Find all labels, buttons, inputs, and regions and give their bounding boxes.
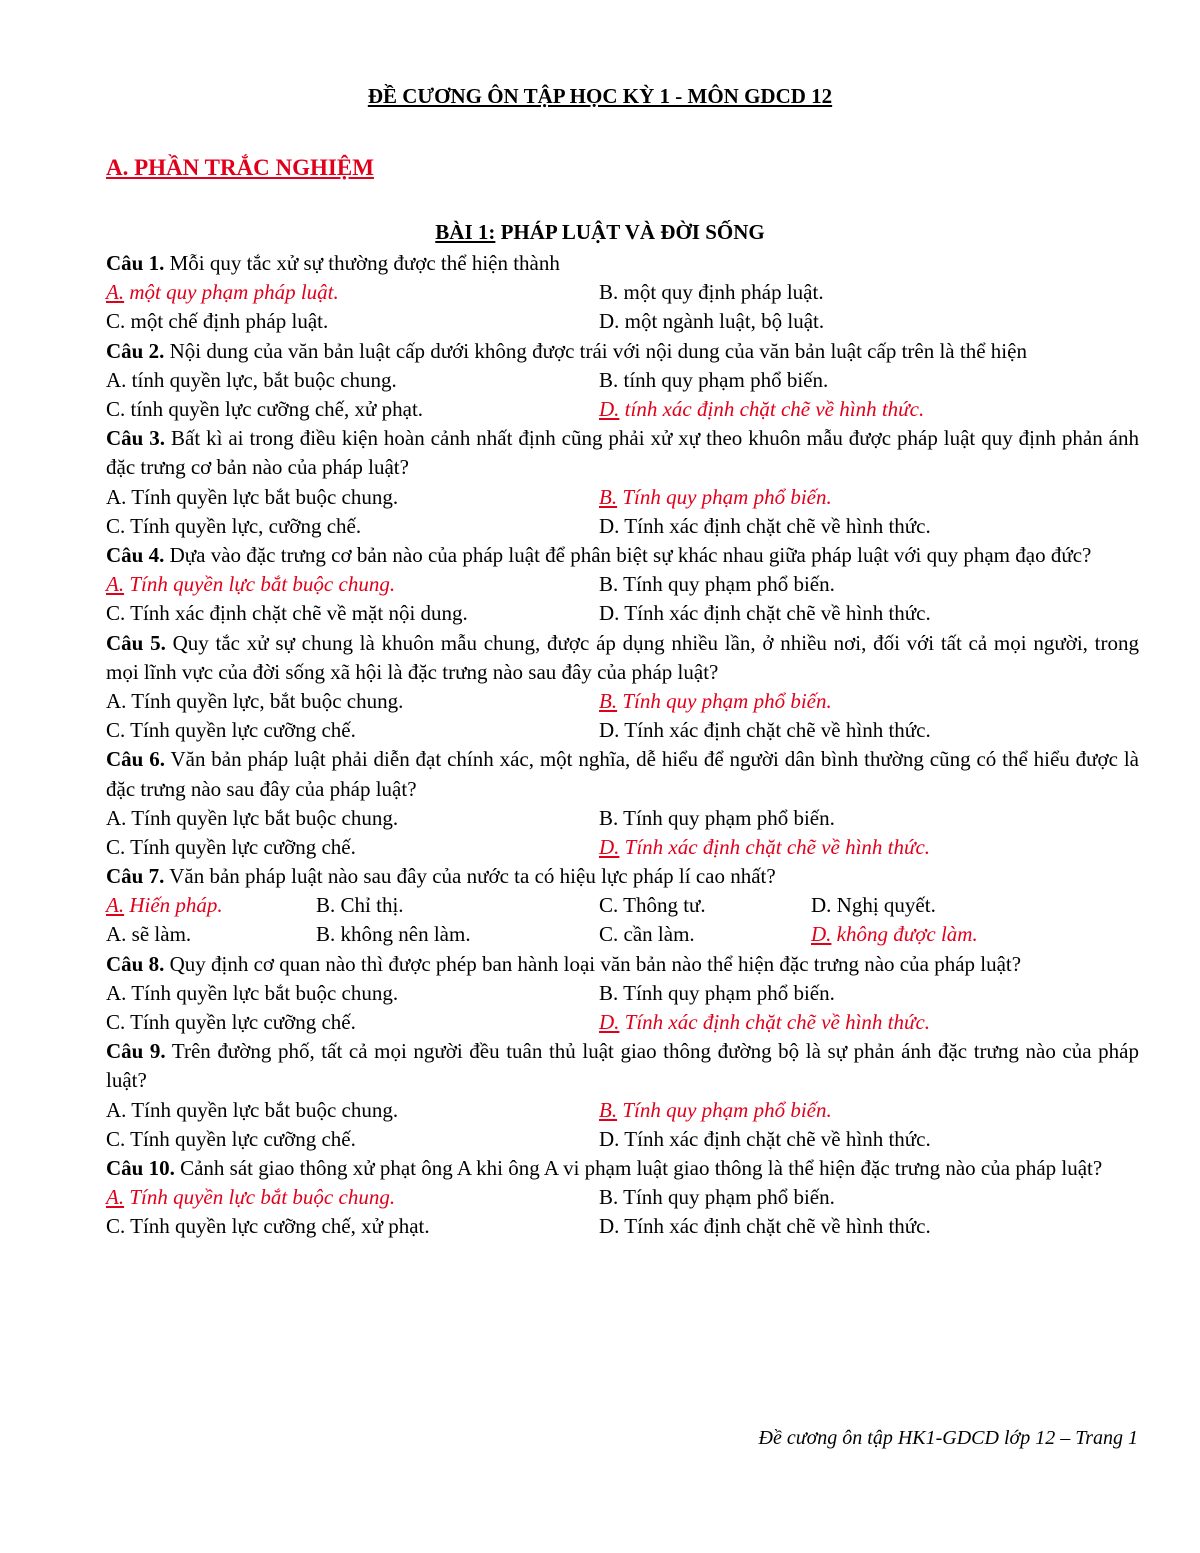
answer-option-a: A. Tính quyền lực bắt buộc chung. [106, 1185, 396, 1210]
answer-option-b: B. Chỉ thị. [316, 893, 404, 918]
answer-option-d: D. không được làm. [811, 922, 978, 947]
answer-option-d: D. Tính xác định chặt chẽ về hình thức. [599, 1010, 931, 1035]
answer-option-d: D. Tính xác định chặt chẽ về hình thức. [599, 1214, 931, 1239]
question-number: Câu 1. [106, 251, 165, 275]
question-1 [106, 249, 1139, 337]
question-4 [106, 541, 1139, 629]
answer-option-d: D. Tính xác định chặt chẽ về hình thức. [599, 834, 931, 859]
question-number: Câu 8. [106, 951, 165, 976]
answer-option-c: C. tính quyền lực cưỡng chế, xử phạt. [106, 396, 424, 421]
answer-option-a: A. Tính quyền lực, bắt buộc chung. [106, 688, 404, 713]
answer-option-c: C. Tính quyền lực cưỡng chế. [106, 1010, 356, 1035]
question-2 [106, 337, 1139, 425]
answer-option-b: B. Tính quy phạm phổ biến. [599, 805, 835, 830]
answer-option-b: B. không nên làm. [316, 922, 471, 947]
question-text: Cảnh sát giao thông xử phạt ông A khi ông A vi phạm luật giao thông là thể hiện đặc trưng nào của pháp luật? [174, 1156, 1103, 1181]
answer-option-b: B. Tính quy phạm phổ biến. [599, 572, 835, 597]
question-list [106, 249, 1139, 1242]
question-text: Quy tắc xử sự chung là khuôn mẫu chung, được áp dụng nhiều lần, ở nhiều nơi, đối với tất cả mọi người, trong mọi lĩnh vực của đời sống xã hội là đặc trưng nào sau đây của pháp luật? [106, 630, 1139, 684]
answer-option-c: C. Tính xác định chặt chẽ về mặt nội dung. [106, 601, 468, 626]
question-number: Câu 3. [106, 426, 166, 451]
question-text: Bất kì ai trong điều kiện hoàn cảnh nhất định cũng phải xử xự theo khuôn mẫu được pháp luật quy định phản ánh đặc trưng cơ bản nào của pháp luật? [106, 426, 1139, 480]
question-number: Câu 5. [106, 630, 166, 655]
lesson-title: PHÁP LUẬT VÀ ĐỜI SỐNG [495, 220, 765, 244]
answer-option-b: B. Tính quy phạm phổ biến. [599, 1185, 835, 1210]
doc-title: ĐỀ CƯƠNG ÔN TẬP HỌC KỲ 1 - MÔN GDCD 12 [367, 84, 833, 108]
question-text: Nội dung của văn bản luật cấp dưới không được trái với nội dung của văn bản luật cấp trên là thể hiện [164, 338, 1027, 363]
answer-option-b: B. Tính quy phạm phổ biến. [599, 980, 835, 1005]
answer-option-b: B. tính quy phạm phổ biến. [599, 367, 829, 392]
question-number: Câu 10. [106, 1156, 175, 1181]
question-number: Câu 6. [106, 747, 165, 772]
answer-option-d: D. Tính xác định chặt chẽ về hình thức. [599, 513, 931, 538]
answer-option-a: A. một quy phạm pháp luật. [106, 280, 339, 305]
answer-option-d: D. Tính xác định chặt chẽ về hình thức. [599, 601, 931, 626]
answer-option-a: A. Tính quyền lực bắt buộc chung. [106, 1097, 399, 1122]
answer-option-b: B. Tính quy phạm phổ biến. [599, 484, 832, 509]
answer-option-a: A. Tính quyền lực bắt buộc chung. [106, 980, 399, 1005]
answer-option-a: A. Tính quyền lực bắt buộc chung. [106, 484, 399, 509]
question-text: Trên đường phố, tất cả mọi người đều tuân thủ luật giao thông đường bộ là sự phản ánh đặc trưng nào của pháp luật? [106, 1039, 1139, 1093]
answer-option-b: B. Tính quy phạm phổ biến. [599, 688, 832, 713]
answer-option-c: C. Tính quyền lực cưỡng chế. [106, 718, 356, 743]
question-3 [106, 424, 1139, 541]
question-number: Câu 4. [106, 542, 165, 567]
question-9 [106, 1037, 1139, 1154]
answer-option-c: C. Thông tư. [599, 893, 706, 918]
question-6 [106, 745, 1139, 862]
section-title: A. PHẦN TRẮC NGHIỆM [106, 155, 374, 180]
page-footer: Đề cương ôn tập HK1-GDCD lớp 12 – Trang 1 [758, 1427, 1138, 1449]
answer-option-c: C. Tính quyền lực cưỡng chế. [106, 1126, 356, 1151]
question-number: Câu 9. [106, 1039, 166, 1064]
question-7 [106, 862, 1139, 950]
answer-option-c: C. Tính quyền lực cưỡng chế, xử phạt. [106, 1214, 430, 1239]
lesson-label: BÀI 1: [435, 220, 496, 244]
lesson-heading [0, 220, 1200, 245]
question-text: Dựa vào đặc trưng cơ bản nào của pháp luật để phân biệt sự khác nhau giữa pháp luật với quy phạm đạo đức? [164, 542, 1092, 567]
answer-option-b: B. Tính quy phạm phổ biến. [599, 1097, 832, 1122]
answer-option-a: A. Tính quyền lực bắt buộc chung. [106, 572, 396, 597]
question-number: Câu 2. [106, 338, 165, 363]
question-text: Văn bản pháp luật phải diễn đạt chính xác, một nghĩa, dễ hiểu để người dân bình thường cũng có thể hiểu được là đặc trưng nào sau đây của pháp luật? [106, 747, 1139, 801]
answer-option-d: D. một ngành luật, bộ luật. [599, 309, 825, 334]
answer-option-d: D. Nghị quyết. [811, 893, 936, 918]
answer-option-c: C. Tính quyền lực cưỡng chế. [106, 834, 356, 859]
answer-option-d: D. Tính xác định chặt chẽ về hình thức. [599, 718, 931, 743]
question-text: Quy định cơ quan nào thì được phép ban hành loại văn bản nào thể hiện đặc trưng nào của pháp luật? [164, 951, 1022, 976]
answer-option-c: C. cần làm. [599, 922, 695, 947]
question-5 [106, 629, 1139, 746]
question-10 [106, 1154, 1139, 1242]
answer-option-a: A. Hiến pháp. [106, 893, 223, 918]
answer-option-d: D. Tính xác định chặt chẽ về hình thức. [599, 1126, 931, 1151]
answer-option-a: A. Tính quyền lực bắt buộc chung. [106, 805, 399, 830]
question-8 [106, 950, 1139, 1038]
answer-option-b: B. một quy định pháp luật. [599, 280, 824, 305]
answer-option-a: A. sẽ làm. [106, 922, 192, 947]
question-text: Văn bản pháp luật nào sau đây của nước ta có hiệu lực pháp lí cao nhất? [164, 864, 776, 889]
answer-option-c: C. một chế định pháp luật. [106, 309, 329, 334]
answer-option-c: C. Tính quyền lực, cưỡng chế. [106, 513, 362, 538]
question-text: Mỗi quy tắc xử sự thường được thể hiện thành [164, 251, 560, 275]
answer-option-a: A. tính quyền lực, bắt buộc chung. [106, 367, 397, 392]
question-number: Câu 7. [106, 864, 165, 889]
answer-option-d: D. tính xác định chặt chẽ về hình thức. [599, 396, 925, 421]
